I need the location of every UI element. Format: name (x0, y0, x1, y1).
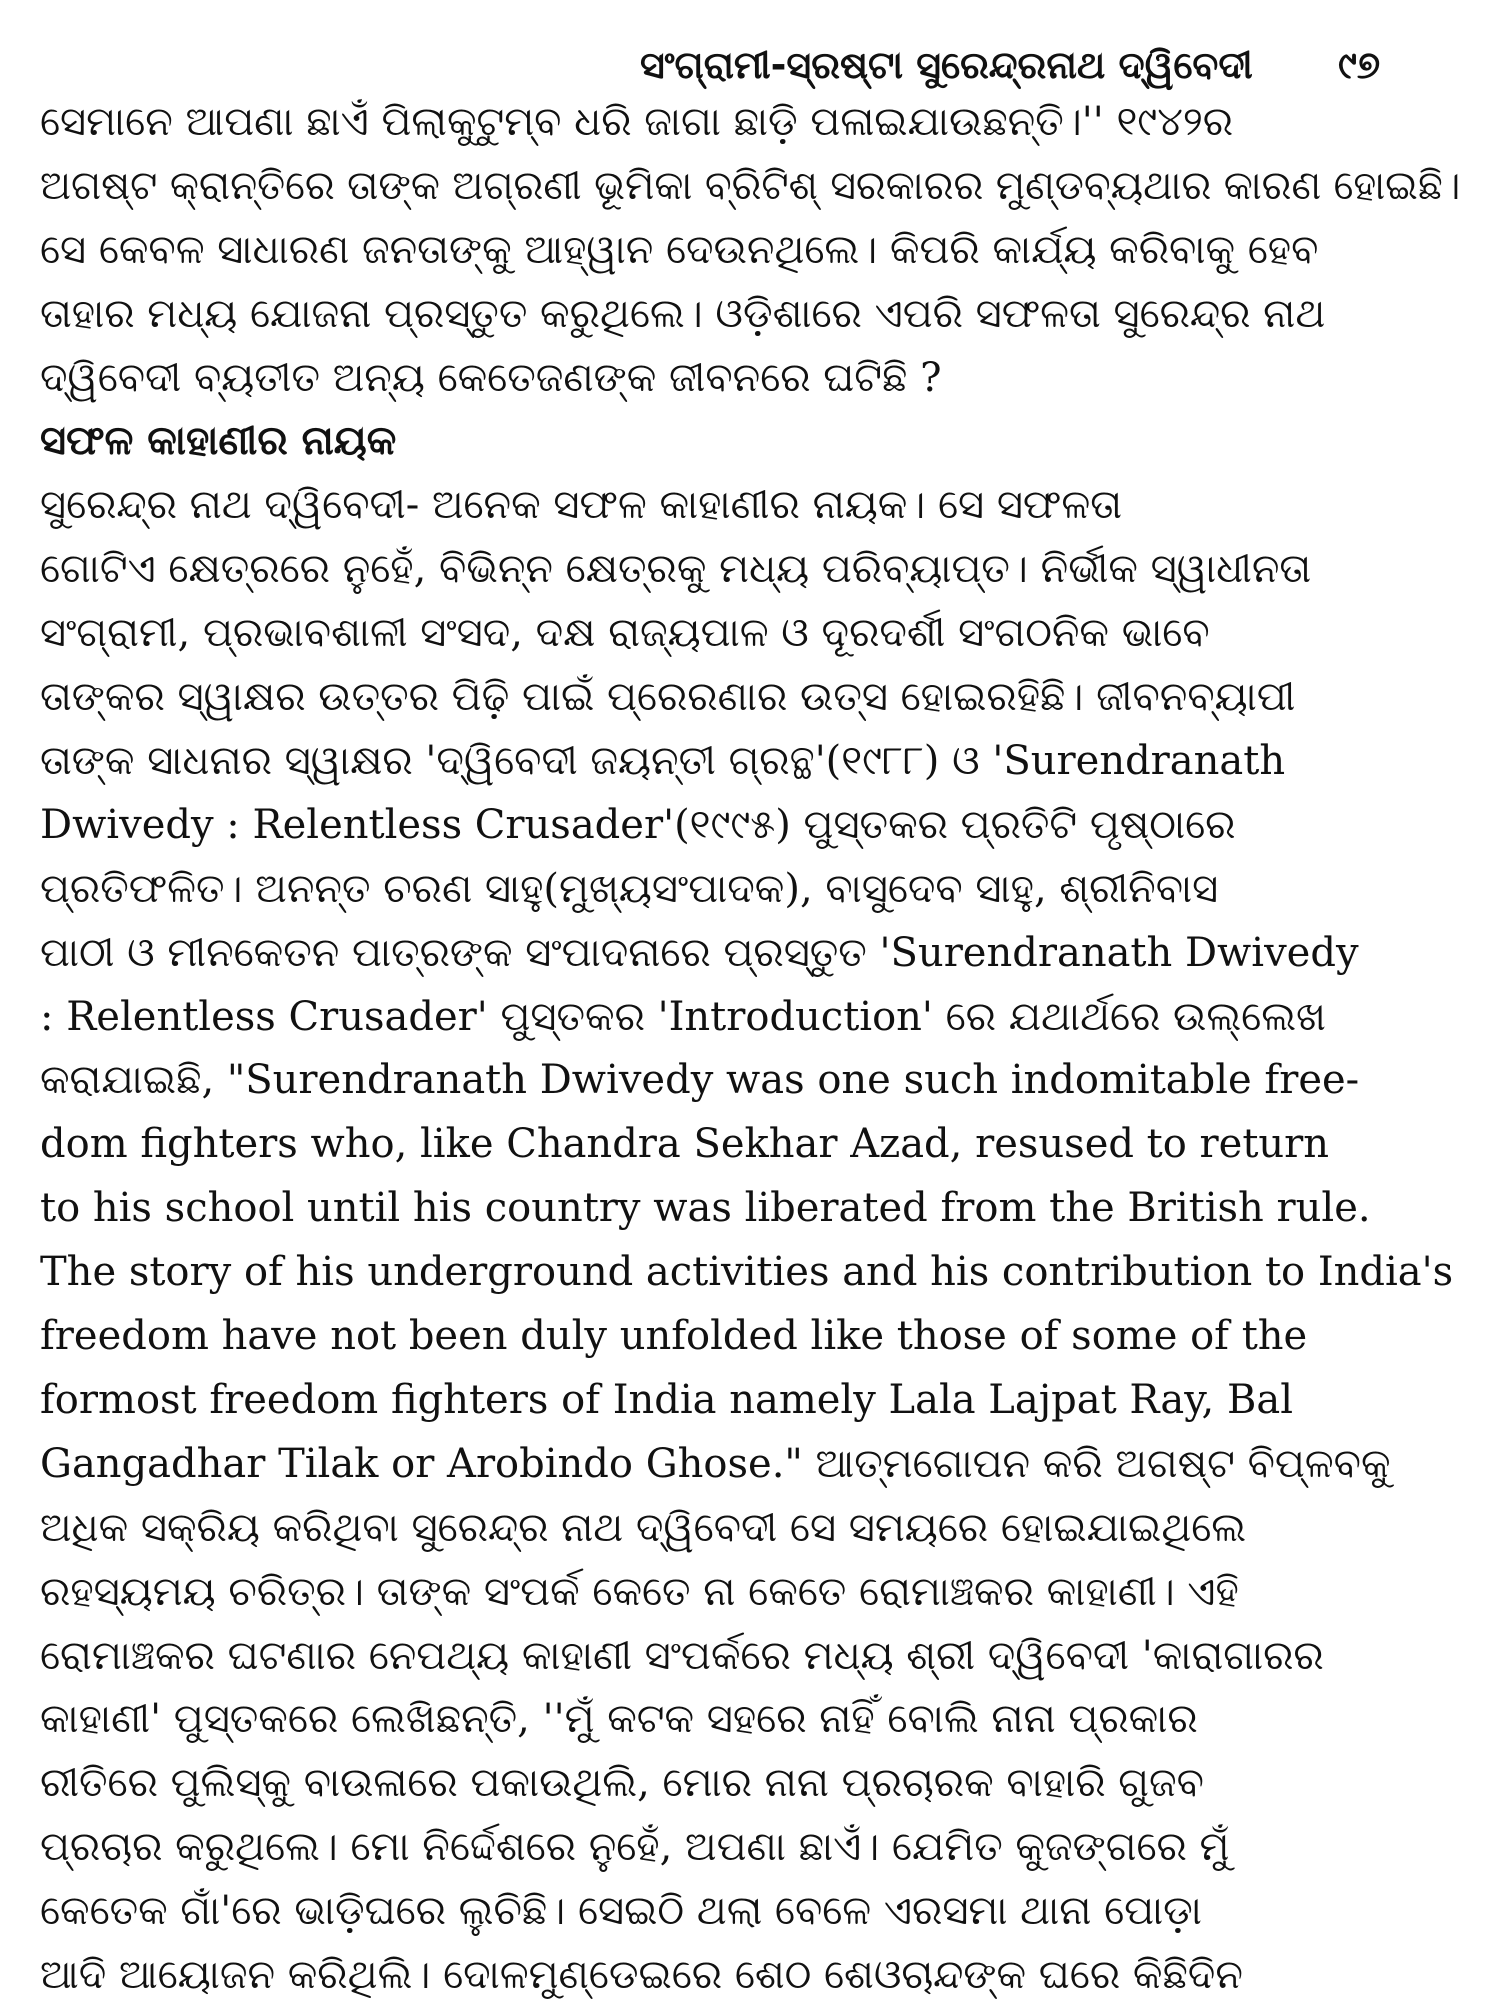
text-line: ସେ କେବଳ ସାଧାରଣ ଜନତାଙ୍କୁ ଆହ୍ୱାନ ଦେଉନଥିଲେ। କିପରି କାର୍ଯ୍ୟ କରିବାକୁ ହେବ (40, 227, 1319, 273)
text-line: କେତେକ ଗାଁ'ରେ ଭାଡ଼ିଘରେ ଲୁଚିଛି। ସେଇଠି ଥଲା ବେଳେ ଏରସମା ଥାନା ପୋଡ଼ା (40, 1888, 1202, 1934)
page-number: ୯୭ (1338, 43, 1381, 87)
text-line: Dwivedy : Relentless Crusader'(୧୯୯୫) ପୁସ୍ତକର ପ୍ରତିଟି ପୃଷ୍ଠାରେ (40, 802, 1236, 848)
text-line: କାହାଣୀ' ପୁସ୍ତକରେ ଲେଖିଛନ୍ତି, ''ମୁଁ କଟକ ସହରେ ନାହିଁ ବୋଲି ନାନା ପ୍ରକାର (40, 1696, 1198, 1742)
text-line: ଦ୍ୱିବେଦୀ ବ୍ୟତୀତ ଅନ୍ୟ କେତେଜଣଙ୍କ ଜୀବନରେ ଘଟିଛି ? (40, 355, 942, 401)
text-line: କରାଯାଇଛି, "Surendranath Dwivedy was one such indomitable free- (40, 1057, 1360, 1103)
text-line: ରୋମାଞ୍ଚକର ଘଟଣାର ନେପଥ୍ୟ କାହାଣୀ ସଂପର୍କରେ ମଧ୍ୟ ଶ୍ରୀ ଦ୍ୱିବେଦୀ 'କାରାଗାରର (40, 1633, 1324, 1679)
text-line: ଆଦି ଆୟୋଜନ କରିଥିଲି। ଦୋଳମୁଣ୍ଡେଇରେ ଶେଠ ଶେଓଚାନ୍ଦଙ୍କ ଘରେ କିଛିଦିନ (40, 1952, 1243, 1998)
text-line: ପ୍ରତିଫଳିତ। ଅନନ୍ତ ଚରଣ ସାହୁ(ମୁଖ୍ୟସଂପାଦକ), ବାସୁଦେବ ସାହୁ, ଶ୍ରୀନିବାସ (40, 866, 1219, 912)
text-line: ଅଧିକ ସକ୍ରିୟ କରିଥିବା ସୁରେନ୍ଦ୍ର ନାଥ ଦ୍ୱିବେଦୀ ସେ ସମୟରେ ହୋଇଯାଇଥିଲେ (40, 1505, 1247, 1551)
section-heading: ସଫଳ କାହାଣୀର ନାୟକ (40, 418, 397, 464)
text-line: ପ୍ରଚାର କରୁଥିଲେ। ମୋ ନିର୍ଦ୍ଦେଶରେ ନୁହେଁ, ଅପଣା ଛାଏଁ। ଯେମିତ କୁଜଙ୍ଗରେ ମୁଁ (40, 1824, 1230, 1870)
text-line: ତାହାର ମଧ୍ୟ ଯୋଜନା ପ୍ରସ୍ତୁତ କରୁଥିଲେ। ଓଡ଼ିଶାରେ ଏପରି ସଫଳତା ସୁରେନ୍ଦ୍ର ନାଥ (40, 291, 1326, 337)
text-line: ତାଙ୍କର ସ୍ୱାକ୍ଷର ଉତ୍ତର ପିଢ଼ି ପାଇଁ ପ୍ରେରଣାର ଉତ୍ସ ହୋଇରହିଛି। ଜୀବନବ୍ୟାପୀ (40, 674, 1296, 720)
text-line: : Relentless Crusader' ପୁସ୍ତକର 'Introduction' ରେ ଯଥାର୍ଥରେ ଉଲ୍ଲେଖ (40, 994, 1326, 1040)
text-line: ଗୋଟିଏ କ୍ଷେତ୍ରରେ ନୁହେଁ, ବିଭିନ୍ନ କ୍ଷେତ୍ରକୁ ମଧ୍ୟ ପରିବ୍ୟାପ୍ତ। ନିର୍ଭୀକ ସ୍ୱାଧୀନତା (40, 546, 1312, 592)
text-line: ସଂଗ୍ରାମୀ, ପ୍ରଭାବଶାଳୀ ସଂସଦ, ଦକ୍ଷ ରାଜ୍ୟପାଳ ଓ ଦୂରଦର୍ଶୀ ସଂଗଠନିକ ଭାବେ (40, 610, 1210, 656)
text-line: dom fighters who, like Chandra Sekhar Azad, resused to return (40, 1121, 1330, 1167)
text-line: ରୀତିରେ ପୁଲିସ୍କୁ ବାଉଳାରେ ପକାଉଥିଲି, ମୋର ନାନା ପ୍ରଚାରକ ବାହାରି ଗୁଜବ (40, 1760, 1204, 1806)
text-line: ରହସ୍ୟମୟ ଚରିତ୍ର। ତାଙ୍କ ସଂପର୍କ କେତେ ନା କେତେ ରୋମାଞ୍ଚକର କାହାଣୀ। ଏହି (40, 1569, 1239, 1615)
text-line: The story of his underground activities and his contribution to India's (40, 1249, 1454, 1295)
text-line: to his school until his country was liberated from the British rule. (40, 1185, 1371, 1231)
text-line: ତାଙ୍କ ସାଧନାର ସ୍ୱାକ୍ଷର 'ଦ୍ୱିବେଦୀ ଜୟନ୍ତୀ ଗ୍ରନ୍ଥ'(୧୯୮୮) ଓ 'Surendranath (40, 738, 1286, 784)
text-line: ଅଗଷ୍ଟ କ୍ରାନ୍ତିରେ ତାଙ୍କ ଅଗ୍ରଣୀ ଭୂମିକା ବ୍ରିଟିଶ୍ ସରକାରର ମୁଣ୍ଡବ୍ୟଥାର କାରଣ ହୋଇଛି। (40, 163, 1461, 209)
text-line: freedom have not been duly unfolded like those of some of the (40, 1313, 1308, 1359)
text-line: ପାଠୀ ଓ ମୀନକେତନ ପାତ୍ରଙ୍କ ସଂପାଦନାରେ ପ୍ରସ୍ତୁତ 'Surendranath Dwivedy (40, 930, 1359, 976)
text-line: formost freedom fighters of India namely Lala Lajpat Ray, Bal (40, 1377, 1293, 1423)
text-line: ସେମାନେ ଆପଣା ଛାଏଁ ପିଲାକୁଟୁମ୍ବ ଧରି ଜାଗା ଛାଡ଼ି ପଳାଇଯାଉଛନ୍ତି।'' ୧୯୪୨ର (40, 99, 1234, 145)
text-line: Gangadhar Tilak or Arobindo Ghose." ଆତ୍ମଗୋପନ କରି ଅଗଷ୍ଟ ବିପ୍ଳବକୁ (40, 1441, 1391, 1487)
text-line: ସୁରେନ୍ଦ୍ର ନାଥ ଦ୍ୱିବେଦୀ- ଅନେକ ସଫଳ କାହାଣୀର ନାୟକ। ସେ ସଫଳତା (40, 482, 1122, 528)
running-header-title: ସଂଗ୍ରାମୀ-ସ୍ରଷ୍ଟା ସୁରେନ୍ଦ୍ରନାଥ ଦ୍ୱିବେଦୀ (640, 43, 1253, 87)
